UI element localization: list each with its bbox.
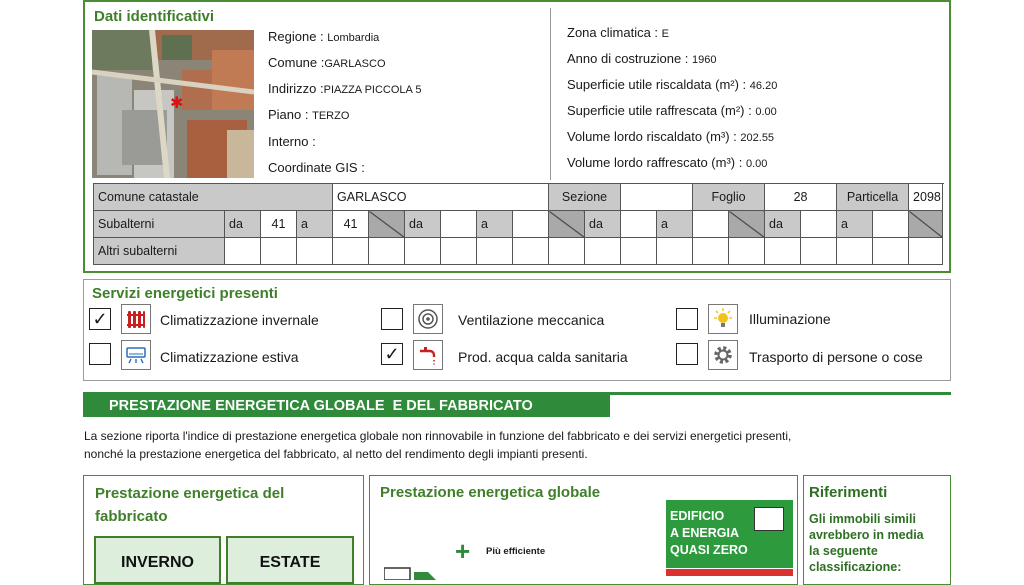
particella-label: Particella	[837, 184, 909, 211]
ventilazione-meccanica-label: Ventilazione meccanica	[458, 312, 605, 328]
intro-paragraph	[84, 427, 964, 463]
sub-da-value	[441, 211, 477, 238]
catasto-table	[93, 183, 943, 265]
nzeb-checkbox[interactable]	[754, 507, 784, 531]
checkbox-climatizzazione-invernale[interactable]: ✓	[89, 308, 111, 330]
sub-separator	[549, 211, 585, 238]
prestazione-banner-text: PRESTAZIONE ENERGETICA GLOBALE E DEL FABBRICATO	[109, 398, 533, 414]
sub-da-value: 41	[261, 211, 297, 238]
riferimenti-title: Riferimenti	[809, 484, 888, 501]
superficie-raffrescata-row: Superficie utile raffrescata (m²) : 0.00	[567, 103, 777, 118]
volume-riscaldato-row: Volume lordo riscaldato (m³) : 202.55	[567, 129, 775, 144]
foglio-label: Foglio	[693, 184, 765, 211]
nzeb-text: EDIFICIO A ENERGIA QUASI ZERO	[670, 509, 748, 557]
climatizzazione-estiva-label: Climatizzazione estiva	[160, 349, 299, 365]
foglio-value: 28	[765, 184, 837, 211]
sub-separator	[909, 211, 943, 238]
sub-da-label: da	[585, 211, 621, 238]
prestazione-globale-title: Prestazione energetica globale	[380, 484, 601, 501]
riferimenti-text: Gli immobili simili avrebbero in media la seguente classificazione:	[809, 512, 924, 574]
checkbox-climatizzazione-estiva[interactable]	[89, 343, 111, 365]
sub-da-label: da	[765, 211, 801, 238]
estate-button[interactable]: ESTATE	[226, 536, 354, 584]
sezione-label: Sezione	[549, 184, 621, 211]
catasto-row-subalterni	[94, 211, 943, 238]
air-conditioner-icon	[121, 340, 151, 370]
comune-catastale-value: GARLASCO	[333, 184, 549, 211]
coordinate-row: Coordinate GIS :	[268, 160, 365, 175]
inverno-button[interactable]: INVERNO	[94, 536, 221, 584]
trasporto-label: Trasporto di persone o cose	[749, 349, 923, 365]
light-bulb-icon	[708, 304, 738, 334]
interno-row: Interno :	[268, 134, 316, 149]
prestazione-banner	[83, 395, 610, 417]
regione-row: Regione : Lombardia	[268, 29, 380, 44]
comune-row: Comune :GARLASCO	[268, 55, 386, 70]
catasto-row-comune	[94, 184, 943, 211]
sub-a-value: 41	[333, 211, 369, 238]
checkbox-illuminazione[interactable]	[676, 308, 698, 330]
illuminazione-label: Illuminazione	[749, 311, 831, 327]
altri-subalterni-label: Altri subalterni	[94, 238, 225, 265]
checkbox-ventilazione-meccanica[interactable]	[381, 308, 403, 330]
anno-costruzione-row: Anno di costruzione : 1960	[567, 51, 717, 66]
sub-a-label: a	[477, 211, 513, 238]
servizi-title: Servizi energetici presenti	[92, 285, 278, 302]
radiator-icon	[121, 304, 151, 334]
piu-efficiente-label: Più efficiente	[486, 546, 546, 557]
subalterni-label: Subalterni	[94, 211, 225, 238]
gear-icon	[708, 340, 738, 370]
piano-row: Piano : TERZO	[268, 107, 350, 122]
climatizzazione-invernale-label: Climatizzazione invernale	[160, 312, 319, 328]
map-aerial-image	[92, 30, 254, 178]
indirizzo-row: Indirizzo :PIAZZA PICCOLA 5	[268, 81, 422, 96]
class-bar-red	[666, 569, 793, 576]
superficie-riscaldata-row: Superficie utile riscaldata (m²) : 46.20	[567, 77, 778, 92]
sub-da-value	[621, 211, 657, 238]
location-map	[92, 30, 254, 178]
sezione-value	[621, 184, 693, 211]
location-marker-icon: ✱	[170, 93, 184, 112]
sub-separator	[369, 211, 405, 238]
particella-value: 2098	[909, 184, 943, 211]
sub-a-label: a	[297, 211, 333, 238]
sub-a-value	[513, 211, 549, 238]
intro-line-2: nonché la prestazione energetica del fabbricato, al netto del rendimento degli impianti presenti.	[84, 447, 588, 461]
sub-da-label: da	[225, 211, 261, 238]
intro-line-1: La sezione riporta l'indice di prestazione energetica globale non rinnovabile in funzione del fabbricato e dei servizi energetici presenti,	[84, 429, 792, 443]
comune-catastale-label: Comune catastale	[94, 184, 333, 211]
checkbox-trasporto[interactable]	[676, 343, 698, 365]
sub-da-label: da	[405, 211, 441, 238]
dati-identificativi-title: Dati identificativi	[94, 8, 215, 25]
fan-icon	[413, 304, 443, 334]
catasto-row-altri	[94, 238, 943, 265]
sub-a-value	[693, 211, 729, 238]
sub-a-value	[873, 211, 909, 238]
nzeb-badge	[666, 500, 793, 568]
column-divider	[550, 8, 551, 180]
sub-a-label: a	[657, 211, 693, 238]
acqua-calda-sanitaria-label: Prod. acqua calda sanitaria	[458, 349, 628, 365]
prestazione-fabbricato-title: Prestazione energetica del fabbricato	[95, 485, 285, 525]
volume-raffrescato-row: Volume lordo raffrescato (m³) : 0.00	[567, 155, 768, 170]
checkbox-acqua-calda-sanitaria[interactable]: ✓	[381, 343, 403, 365]
zona-climatica-row: Zona climatica : E	[567, 25, 670, 40]
sub-separator	[729, 211, 765, 238]
sub-da-value	[801, 211, 837, 238]
faucet-icon	[413, 340, 443, 370]
sub-a-label: a	[837, 211, 873, 238]
plus-icon: +	[455, 536, 471, 566]
